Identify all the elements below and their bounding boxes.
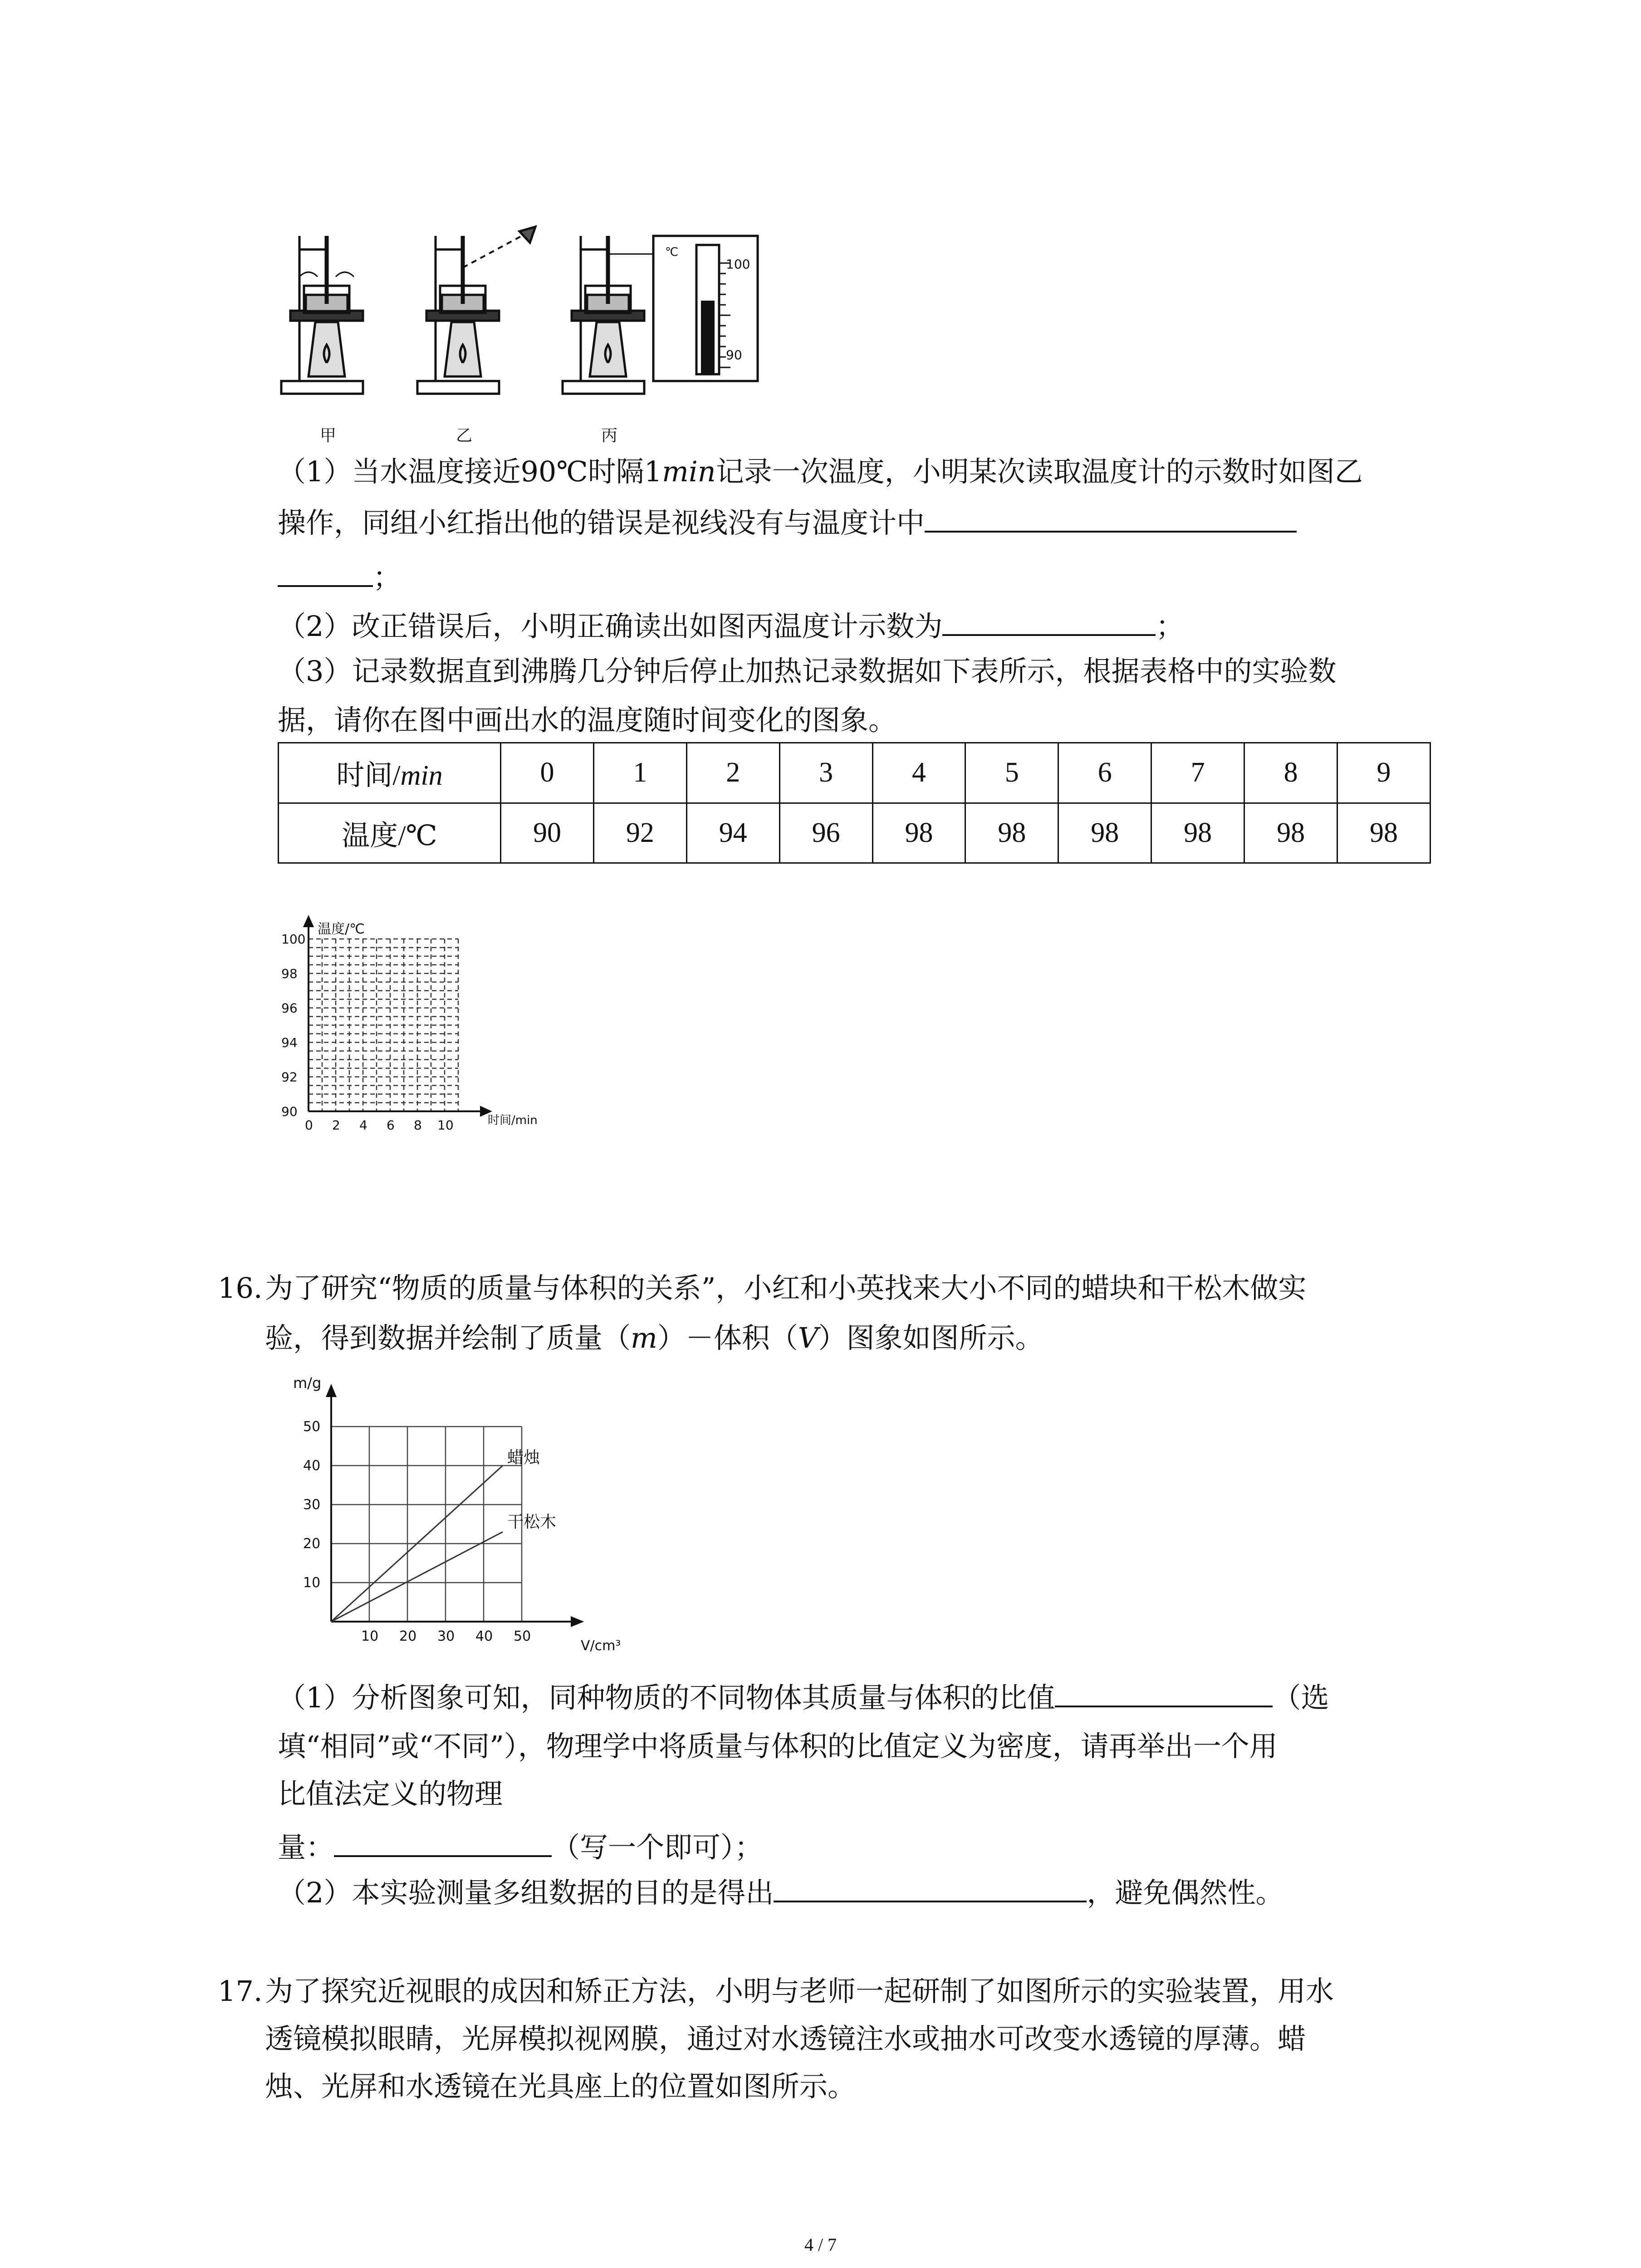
q16-line1: 为了研究“物质的质量与体积的关系”，小红和小英找来大小不同的蜡块和干松木做实	[265, 1271, 1307, 1305]
grid-ylabel: 温度/℃	[318, 921, 365, 937]
table-cell: 3	[779, 743, 872, 803]
mv-ytick-label: 50	[303, 1419, 321, 1435]
table-cell: 98	[1244, 803, 1337, 863]
q15-part3-line1: （3）记录数据直到沸腾几分钟后停止加热记录数据如下表所示，根据表格中的实验数	[278, 655, 1337, 688]
thermometer-top-label: 100	[726, 257, 750, 272]
grid-xtick-label: 0	[305, 1118, 313, 1133]
mv-series-label: 蜡烛	[507, 1448, 540, 1467]
apparatus-jia	[281, 236, 363, 394]
table-cell: 5	[965, 743, 1058, 803]
q16-part2: （2）本实验测量多组数据的目的是得出 ，避免偶然性。	[278, 1873, 1283, 1911]
q15-part1-line1: （1）当水温度接近90℃时隔1min记录一次温度，小明某次读取温度计的示数时如图乙	[278, 455, 1363, 488]
mass-volume-chart	[281, 1370, 653, 1656]
table-cell: 94	[686, 803, 779, 863]
mv-ytick-label: 10	[303, 1575, 321, 1591]
table-cell: 6	[1058, 743, 1151, 803]
mv-xtick-label: 50	[514, 1628, 531, 1644]
table-cell: 2	[686, 743, 779, 803]
answer-blank-1a[interactable]	[925, 503, 1297, 533]
mv-xlabel: V/cm³	[581, 1638, 621, 1654]
table-cell: 9	[1337, 743, 1430, 803]
mv-xtick-label: 10	[361, 1628, 379, 1644]
grid-xtick-label: 10	[437, 1118, 454, 1133]
thermometer-unit: ℃	[665, 245, 679, 259]
q16-number: 16.	[218, 1271, 263, 1305]
q16-part1-line4: 量： （写一个即可）；	[278, 1828, 763, 1866]
temperature-grid-chart[interactable]	[268, 912, 585, 1139]
q16-part1-line3: 比值法定义的物理	[278, 1777, 503, 1810]
table-cell: 92	[593, 803, 686, 863]
q17-line1: 为了探究近视眼的成因和矫正方法，小明与老师一起研制了如图所示的实验装置，用水	[265, 1975, 1334, 2008]
q16-part1-line1: （1）分析图象可知，同种物质的不同物体其质量与体积的比值 （选	[278, 1678, 1329, 1716]
mv-xtick-label: 30	[437, 1628, 455, 1644]
table-cell: 4	[872, 743, 965, 803]
answer-blank-3[interactable]	[1055, 1678, 1273, 1707]
mv-ylabel: m/g	[293, 1374, 322, 1392]
answer-blank-4[interactable]	[334, 1828, 552, 1857]
q17-number: 17.	[218, 1975, 263, 2008]
q16-part1-line2: 填“相同”或“不同”），物理学中将质量与体积的比值定义为密度，请再举出一个用	[278, 1730, 1278, 1763]
grid-ytick-label: 90	[281, 1104, 298, 1119]
table-cell: 98	[872, 803, 965, 863]
mv-xtick-label: 20	[399, 1628, 417, 1644]
grid-y-arrow	[304, 917, 313, 926]
mv-ytick-label: 30	[303, 1497, 321, 1513]
table-cell: 98	[965, 803, 1058, 863]
table-cell: 90	[501, 803, 594, 863]
mv-ytick-label: 40	[303, 1458, 321, 1474]
table-cell: 98	[1337, 803, 1430, 863]
grid-ytick-label: 94	[281, 1035, 298, 1050]
mv-x-arrow	[572, 1618, 582, 1626]
page-number: 4 / 7	[804, 2234, 837, 2255]
table-head-temp: 温度/℃	[279, 803, 501, 863]
apparatus-label-bing: 丙	[601, 426, 618, 445]
thermometer-bottom-label: 90	[726, 347, 742, 362]
apparatus-label-yi: 乙	[456, 426, 473, 445]
q15-part1-line3: ；	[278, 558, 401, 596]
table-cell: 0	[501, 743, 594, 803]
answer-blank-2[interactable]	[942, 607, 1156, 636]
apparatus-figure	[272, 218, 798, 454]
grid-xtick-label: 4	[359, 1118, 367, 1133]
mv-ytick-label: 20	[303, 1536, 321, 1552]
apparatus-label-jia: 甲	[320, 426, 337, 445]
q17-line3: 烛、光屏和水透镜在光具座上的位置如图所示。	[265, 2070, 856, 2103]
table-row	[279, 743, 1430, 803]
table-cell: 98	[1151, 803, 1244, 863]
grid-xtick-label: 8	[414, 1118, 422, 1133]
grid-xtick-label: 6	[387, 1118, 395, 1133]
mv-y-arrow	[327, 1386, 335, 1396]
q15-part2: （2）改正错误后，小明正确读出如图丙温度计示数为 ；	[278, 607, 1184, 645]
grid-ytick-label: 96	[281, 1001, 298, 1016]
grid-ytick-label: 98	[281, 966, 298, 981]
apparatus-yi	[417, 227, 535, 394]
temperature-table	[278, 742, 1431, 864]
q16-line2: 验，得到数据并绘制了质量（m）－体积（V）图象如图所示。	[265, 1321, 1043, 1354]
table-cell: 7	[1151, 743, 1244, 803]
grid-xtick-label: 2	[332, 1118, 340, 1133]
answer-blank-1b[interactable]	[278, 558, 373, 587]
table-row	[279, 803, 1430, 863]
q15-part3-line2: 据，请你在图中画出水的温度随时间变化的图象。	[278, 704, 897, 737]
grid-ytick-label: 92	[281, 1070, 298, 1085]
table-head-time: 时间/min	[279, 743, 501, 803]
table-cell: 98	[1058, 803, 1151, 863]
q15-part1-line2: 操作，同组小红指出他的错误是视线没有与温度计中	[278, 503, 1297, 541]
grid-ytick-label: 100	[281, 932, 306, 947]
thermometer-mercury	[701, 301, 715, 374]
grid-xlabel: 时间/min	[488, 1114, 538, 1127]
answer-blank-5[interactable]	[774, 1873, 1087, 1902]
table-cell: 96	[779, 803, 872, 863]
q17-line2: 透镜模拟眼睛，光屏模拟视网膜，通过对水透镜注水或抽水可改变水透镜的厚薄。蜡	[265, 2022, 1306, 2055]
table-cell: 8	[1244, 743, 1337, 803]
table-cell: 1	[593, 743, 686, 803]
apparatus-bing	[563, 236, 653, 394]
mv-series-label: 干松木	[507, 1513, 557, 1532]
mv-series-line	[331, 1532, 503, 1622]
mv-xtick-label: 40	[475, 1628, 493, 1644]
